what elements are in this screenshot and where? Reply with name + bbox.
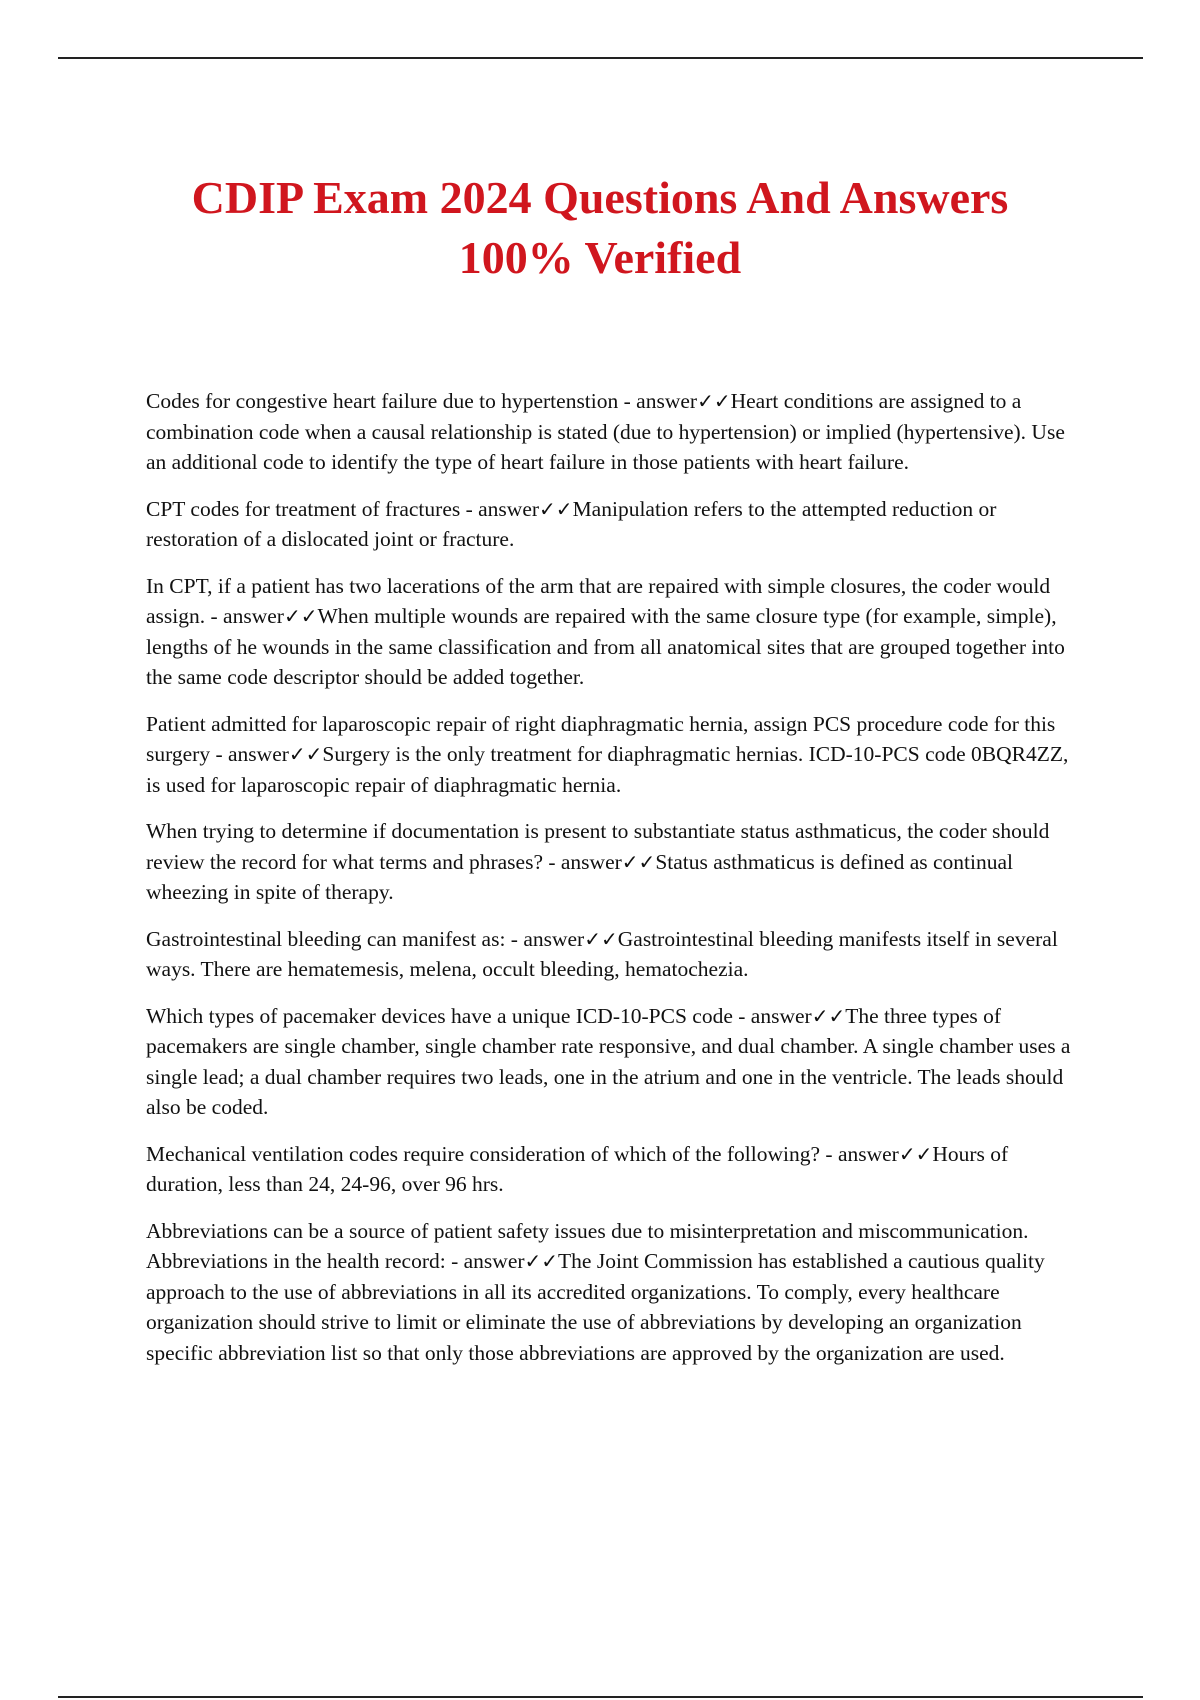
answer-text: Status asthmaticus is defined as continual wheezing in spite of therapy.	[146, 849, 1013, 904]
answer-text: When multiple wounds are repaired with the same closure type (for example, simple), lengths of he wounds in the same classification and from all anatomical sites that are grouped together into the same code descriptor should be added together.	[146, 604, 1065, 689]
question-text: Codes for congestive heart failure due to hypertenstion	[146, 389, 619, 413]
qa-item	[146, 1139, 1086, 1200]
answer-marker: - answer	[465, 496, 540, 521]
answer-marker: - answer	[738, 1003, 812, 1028]
qa-item	[146, 386, 1086, 478]
double-check-icon: ✓✓	[898, 1141, 933, 1166]
answer-marker: - answer	[215, 742, 289, 766]
question-text: Which types of pacemaker devices have a unique ICD-10-PCS code	[146, 1003, 733, 1028]
answer-marker: - answer	[510, 926, 585, 951]
answer-text: Manipulation refers to the attempted reduction or restoration of a dislocated joint or fracture.	[146, 496, 997, 551]
double-check-icon: ✓✓	[539, 496, 573, 521]
double-check-icon: ✓✓	[524, 1249, 559, 1273]
qa-item	[146, 924, 1086, 985]
answer-text: The Joint Commission has established a cautious quality approach to the use of abbreviations in all its accredited organizations. To comply, every healthcare organization should strive to limit or eliminate the use of abbreviations by developing an organization specific abbreviation list so that only those abbreviations are approved by the organization are used.	[146, 1249, 1045, 1365]
double-check-icon: ✓✓	[811, 1003, 846, 1028]
title-line-1: CDIP Exam 2024 Questions And Answers	[191, 172, 1009, 223]
bottom-rule	[58, 1696, 1143, 1698]
answer-marker: - answer	[451, 1249, 525, 1273]
double-check-icon: ✓✓	[283, 604, 318, 628]
question-text: In CPT, if a patient has two lacerations of the arm that are repaired with simple closures, the coder would assign.	[146, 573, 1051, 628]
question-text: When trying to determine if documentation is present to substantiate status asthmaticus, the coder should review the record for what terms and phrases?	[146, 819, 1050, 874]
qa-list	[146, 386, 1086, 1384]
qa-item	[146, 709, 1086, 801]
answer-text: The three types of pacemakers are single chamber, single chamber rate responsive, and dual chamber. A single chamber uses a single lead; a dual chamber requires two leads, one in the atrium and one in the ventricle. The leads should also be coded.	[146, 1003, 1071, 1119]
qa-item	[146, 571, 1086, 693]
qa-item	[146, 1001, 1086, 1123]
qa-item	[146, 1216, 1086, 1369]
answer-text: Surgery is the only treatment for diaphragmatic hernias. ICD-10-PCS code 0BQR4ZZ, is used for laparoscopic repair of diaphragmatic hernia.	[146, 742, 1069, 797]
question-text: CPT codes for treatment of fractures	[146, 496, 461, 521]
answer-marker: - answer	[210, 604, 284, 628]
question-text: Mechanical ventilation codes require consideration of which of the following?	[146, 1141, 821, 1166]
top-rule	[58, 57, 1143, 59]
answer-text: Gastrointestinal bleeding manifests itself in several ways. There are hematemesis, melena, occult bleeding, hematochezia.	[146, 926, 1058, 981]
qa-item	[146, 494, 1086, 555]
answer-text: Heart conditions are assigned to a combination code when a causal relationship is stated (due to hypertension) or implied (hypertensive). Use an additional code to identify the type of heart failure in those patients with heart failure.	[146, 389, 1065, 474]
question-text: Abbreviations can be a source of patient safety issues due to misinterpretation and miscommunication. Abbreviations in the health record:	[146, 1218, 1029, 1273]
answer-marker: - answer	[548, 849, 622, 874]
double-check-icon: ✓✓	[697, 389, 731, 413]
title-line-2: 100% Verified	[458, 232, 742, 283]
double-check-icon: ✓✓	[621, 849, 656, 874]
answer-marker: - answer	[825, 1141, 899, 1166]
question-text: Gastrointestinal bleeding can manifest as:	[146, 926, 506, 951]
answer-marker: - answer	[623, 389, 698, 413]
answer-text: Hours of duration, less than 24, 24-96, over 96 hrs.	[146, 1141, 1009, 1196]
qa-item	[146, 816, 1086, 908]
page-title	[100, 168, 1100, 288]
double-check-icon: ✓✓	[584, 926, 618, 951]
question-text: Patient admitted for laparoscopic repair of right diaphragmatic hernia, assign PCS procedure code for this surgery	[146, 711, 1056, 766]
double-check-icon: ✓✓	[288, 742, 323, 766]
